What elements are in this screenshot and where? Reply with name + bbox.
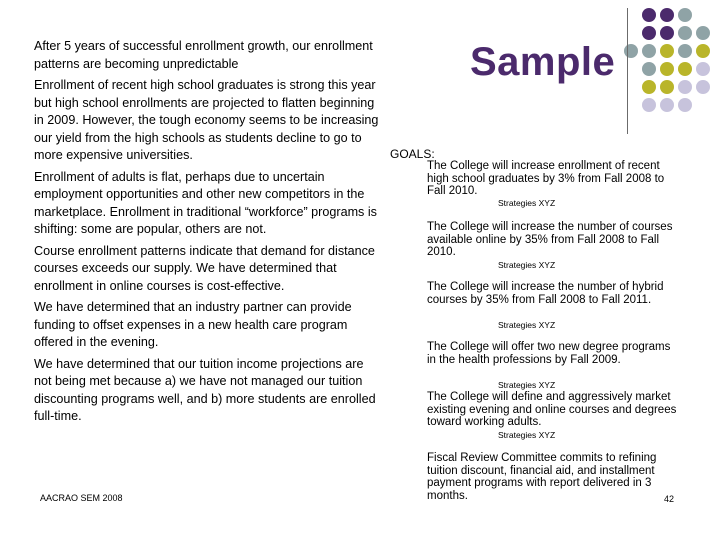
paragraph: We have determined that our tuition income projections are not being met because a) we have not managed our tuition discounting programs well, and b) more students are enrolled full-time. — [34, 356, 376, 423]
goal-item: The College will offer two new degree programs in the health professions by Fall 2009. — [427, 341, 671, 366]
page-number: 42 — [664, 494, 675, 504]
dot — [660, 62, 674, 76]
context-text — [34, 38, 384, 430]
footer-text: AACRAO SEM 2008 — [40, 493, 123, 503]
decorative-dot-grid — [622, 8, 720, 148]
dot — [678, 98, 692, 112]
dot — [678, 26, 692, 40]
strategy-label: Strategies XYZ — [498, 380, 556, 390]
dot — [678, 62, 692, 76]
dot — [678, 80, 692, 94]
goal-item: The College will increase enrollment of recent high school graduates by 3% from Fall 2008 to Fall 2010. — [427, 160, 665, 198]
paragraph: We have determined that an industry partner can provide funding to offset expenses in a new health care program offered in the evening. — [34, 300, 352, 349]
dot — [696, 80, 710, 94]
dot — [660, 8, 674, 22]
goal-item: Fiscal Review Committee commits to refining tuition discount, financial aid, and installment payment programs with report delivered in 3 months. — [427, 452, 657, 502]
goals-heading: GOALS: — [390, 147, 435, 161]
goal-item: The College will define and aggressively market existing evening and online courses and degrees toward working adults. — [427, 391, 677, 429]
slide-title: Sample — [470, 40, 616, 84]
dot — [642, 62, 656, 76]
goal-item: The College will increase the number of courses available online by 35% from Fall 2008 to Fall 2010. — [427, 221, 673, 259]
goal-item: The College will increase the number of hybrid courses by 35% from Fall 2008 to Fall 2011. — [427, 281, 664, 306]
dot — [696, 62, 710, 76]
paragraph: Enrollment of recent high school graduates is strong this year but high school enrollments are projected to flatten beginning in 2009. However, the tough economy seems to be increasing our yield from the high schools as students decline to go to more expensive universities. — [34, 78, 379, 162]
strategy-label: Strategies XYZ — [498, 430, 556, 440]
strategy-label: Strategies XYZ — [498, 260, 556, 270]
dot — [642, 80, 656, 94]
paragraph: After 5 years of successful enrollment growth, our enrollment patterns are becoming unpredictable — [34, 39, 373, 71]
dot — [642, 8, 656, 22]
strategy-label: Strategies XYZ — [498, 198, 556, 208]
dot — [678, 44, 692, 58]
dot — [642, 44, 656, 58]
dot — [642, 26, 656, 40]
dot — [642, 98, 656, 112]
strategy-label: Strategies XYZ — [498, 320, 556, 330]
paragraph: Course enrollment patterns indicate that demand for distance courses exceeds our supply. We have determined that enrollment in online courses is cost-effective. — [34, 243, 375, 293]
dot — [660, 44, 674, 58]
dot — [678, 8, 692, 22]
divider-line — [627, 8, 628, 134]
dot — [696, 44, 710, 58]
dot — [660, 98, 674, 112]
paragraph: Enrollment of adults is flat, perhaps due to uncertain employment opportunities and other new competitors in the marketplace. Enrollment in traditional “workforce” programs is shifting: some are popular, others are not. — [34, 169, 377, 236]
dot — [660, 26, 674, 40]
dot — [696, 26, 710, 40]
dot — [660, 80, 674, 94]
